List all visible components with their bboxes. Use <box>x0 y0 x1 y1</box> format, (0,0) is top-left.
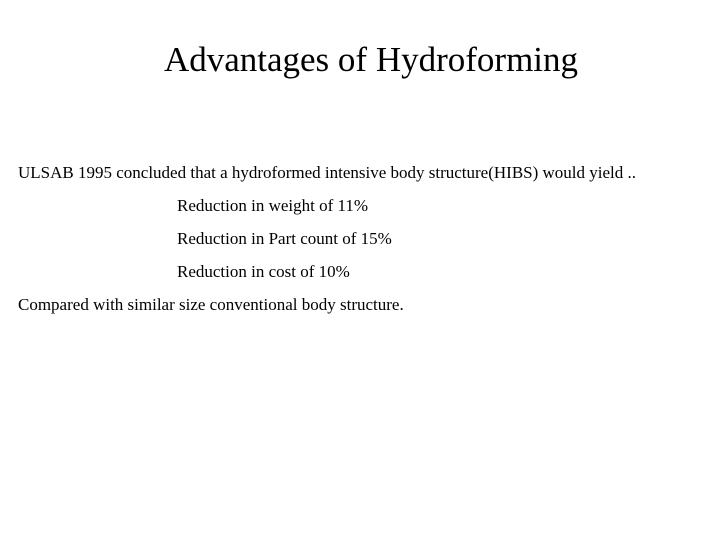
point-cost-reduction: Reduction in cost of 10% <box>177 262 350 281</box>
point-part-count-reduction: Reduction in Part count of 15% <box>177 229 392 248</box>
intro-text: ULSAB 1995 concluded that a hydroformed intensive body structure(HIBS) would yield .. <box>18 163 637 182</box>
slide-body <box>18 156 708 321</box>
slide-title: Advantages of Hydroforming <box>163 40 579 79</box>
conclusion-text: Compared with similar size conventional body structure. <box>18 295 404 314</box>
point-weight-reduction: Reduction in weight of 11% <box>177 196 369 215</box>
